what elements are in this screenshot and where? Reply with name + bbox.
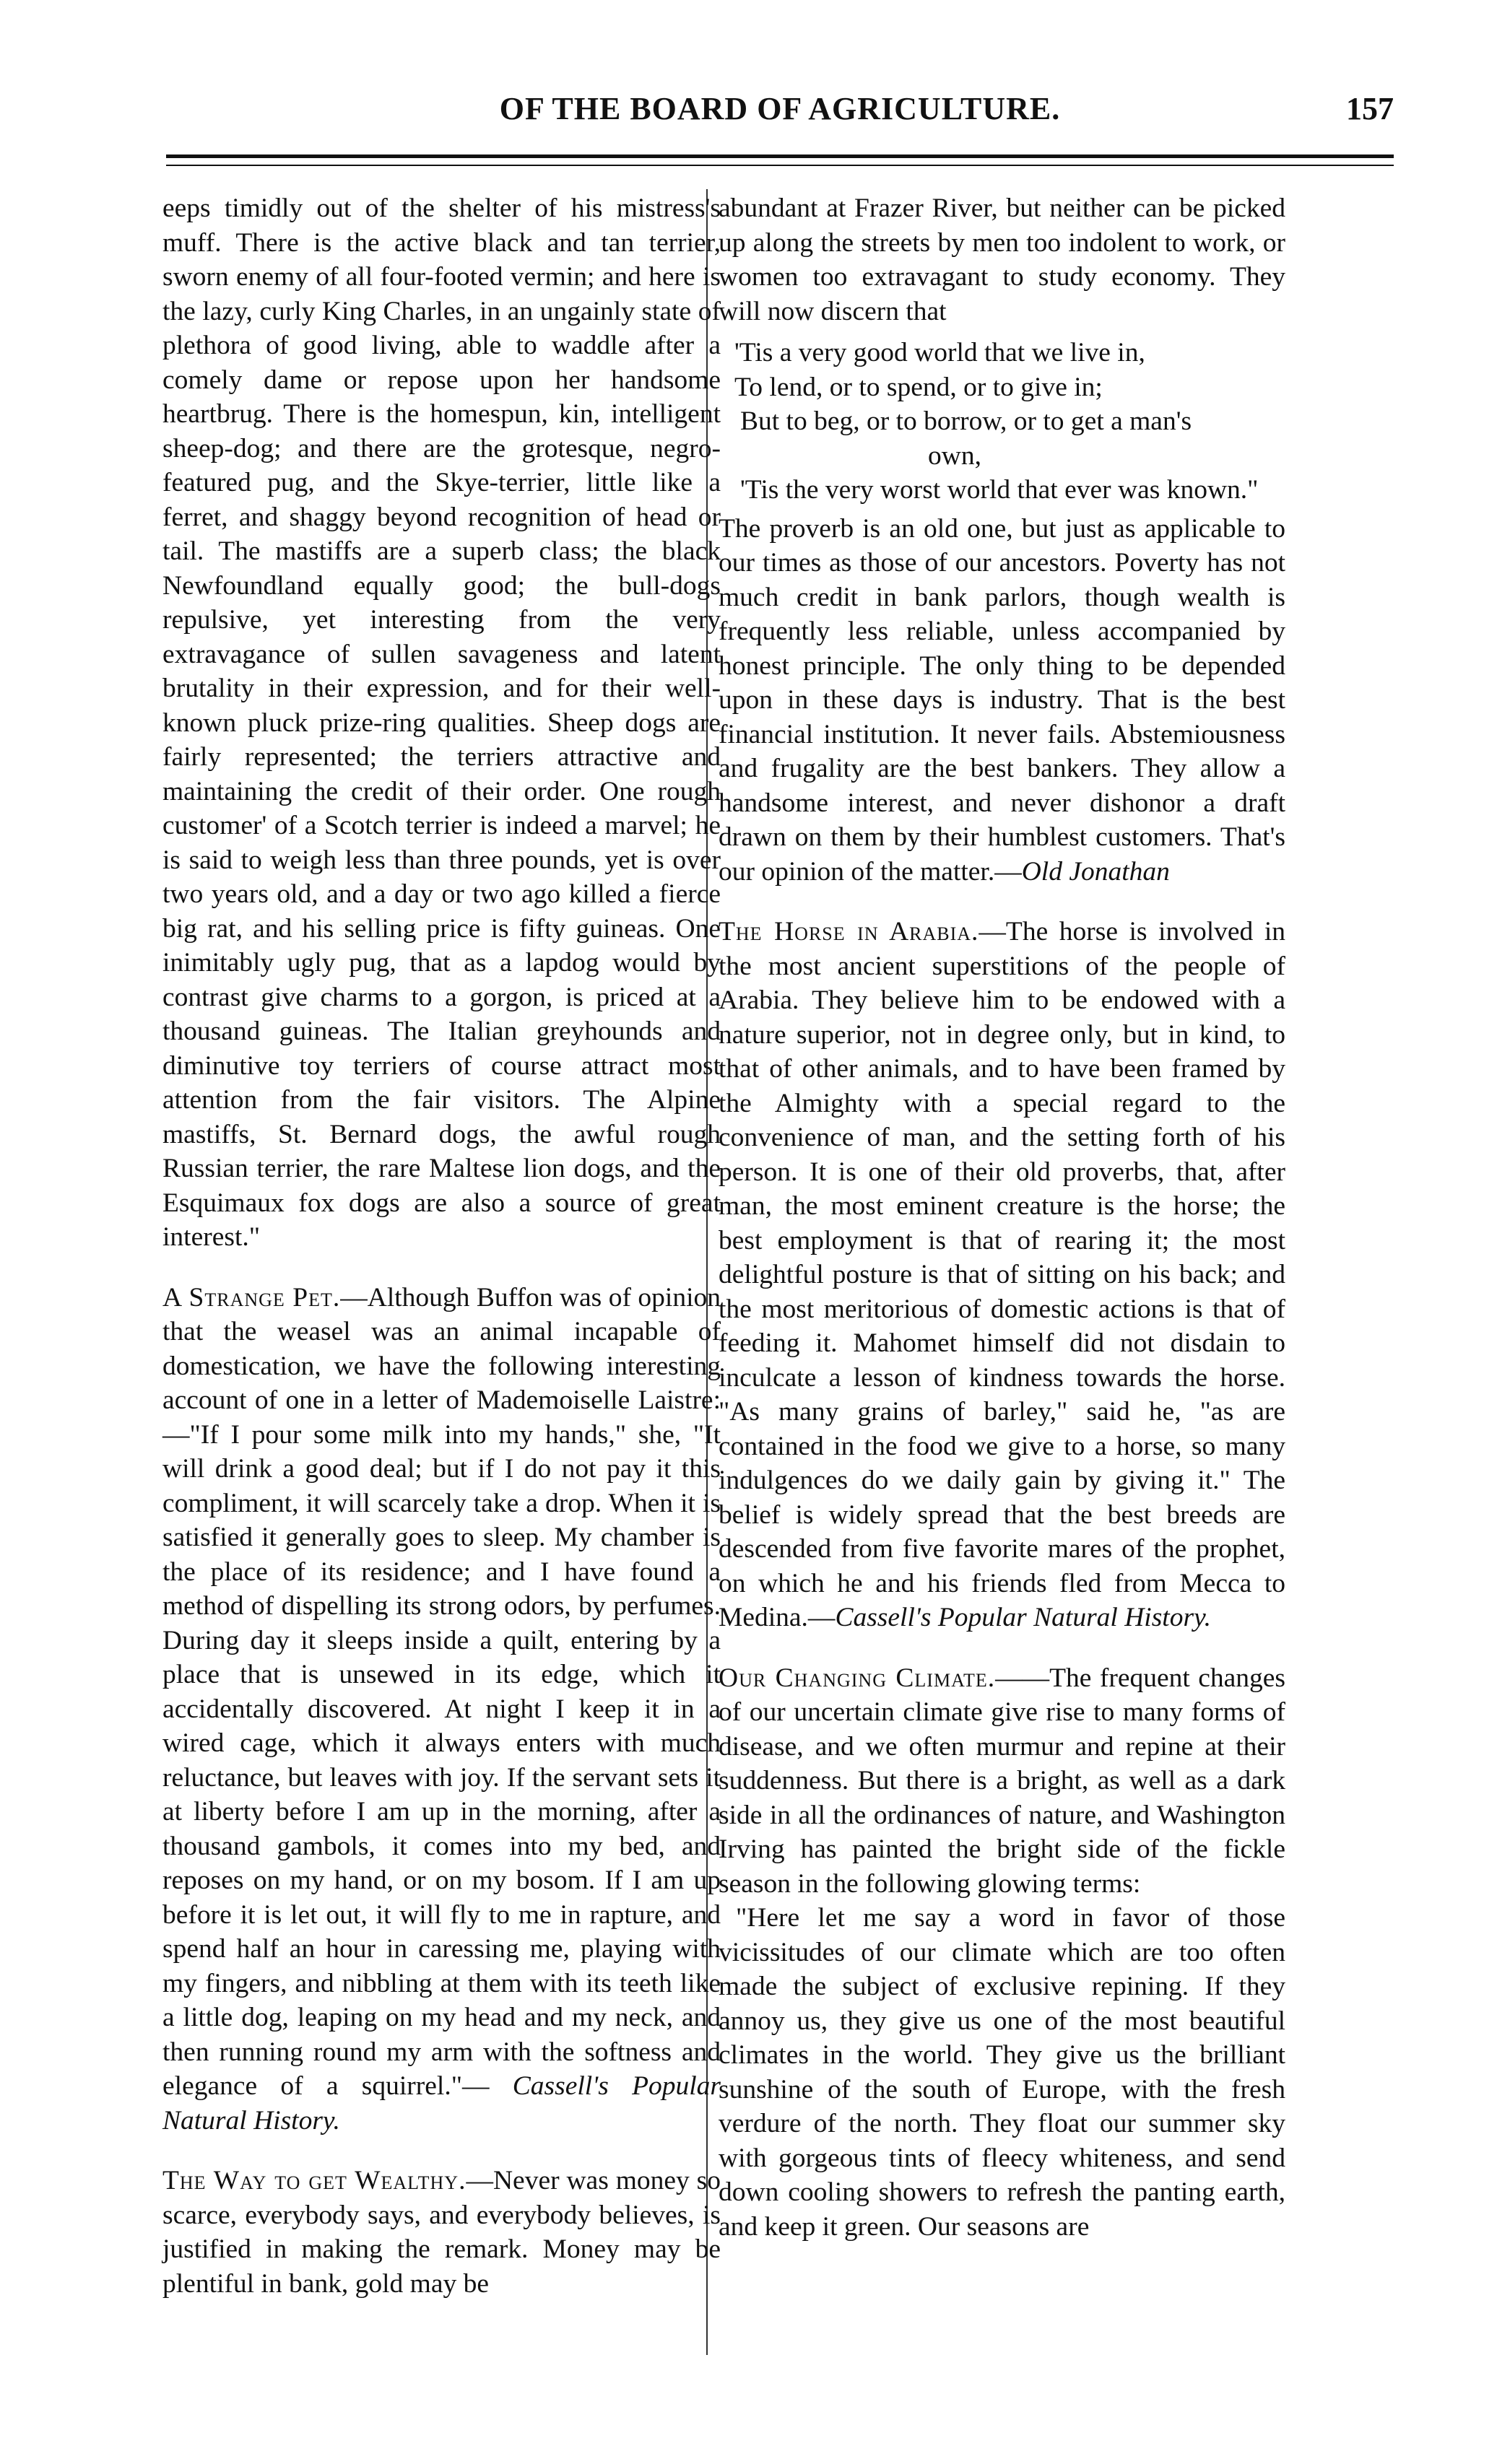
paragraph-gap [719, 889, 1285, 915]
paragraph-gap [162, 2138, 721, 2164]
dogs-article-text: eeps timidly out of the shelter of his mistress's muff. There is the active black and tan terrier, sworn enemy of all four-footed vermin; and here is the lazy, curly King Charles, in an ungainly state of plethora of good living, able to waddle after a comely dame or repose upon her handsome heartbrug. There is the homespun, kin, intelligent sheep-dog; and there are the grotesque, negro-featured pug, and the Skye-terrier, little like a ferret, and shaggy beyond recognition of head or tail. The mastiffs are a superb class; the black Newfoundland equally good; the bull-dogs repulsive, yet interesting from the very extravagance of sullen savageness and latent brutality in their expression, and for their well-known pluck prize-ring qualities. Sheep dogs are fairly represented; the terriers attractive and maintaining the credit of their order. One rough customer' of a Scotch terrier is indeed a marvel; he is said to weigh less than three pounds, yet is over two years old, and a day or two ago killed a fierce big rat, and his selling price is fifty guineas. One inimitably ugly pug, that as a lapdog would by contrast give charms to a gorgon, is priced at a thousand guineas. The Italian greyhounds and diminutive toy terriers of course attract most attention from the fair visitors. The Alpine mastiffs, St. Bernard dogs, the awful rough Russian terrier, the rare Maltese lion dogs, and the Esquimaux fox dogs are also a source of great interest." [162, 193, 721, 1252]
verse-line: To lend, or to spend, or to give in; [734, 372, 1103, 402]
wealthy-continued: abundant at Frazer River, but neither can be picked up along the streets by men too indolent to work, or women too extravagant to study economy. They will now discern that [719, 193, 1285, 326]
verse-line: But to beg, or to borrow, or to get a man's [740, 406, 1192, 436]
horse-source: Cassell's Popular Natural History. [835, 1603, 1212, 1632]
strange-pet-heading: A Strange Pet. [162, 1282, 341, 1312]
header-rule-thick [166, 154, 1394, 158]
irving-quote: "Here let me say a word in favor of those vicissitudes of our climate which are too often made the subject of exclusive repining. If they annoy us, they give us one of the most beautiful climates in the world. They give us the brilliant sunshine of the south of Europe, with the fresh verdure of the north. They float our summer sky with gorgeous tints of fleecy whiteness, and send down cooling showers to refresh the panting earth, and keep it green. Our seasons are [719, 1903, 1285, 2242]
verse-quote [719, 336, 1285, 508]
wealthy-text: —Never was money so scarce, everybody says, and everybody believes, is justified in making the remark. Money may be plentiful in bank, gold may be [162, 2166, 721, 2299]
horse-article [719, 915, 1285, 1635]
running-title: OF THE BOARD OF AGRICULTURE. [499, 91, 1061, 126]
strange-pet-source: Cassell's Popular Natural History. [162, 2071, 721, 2136]
verse-line: 'Tis a very good world that we live in, [734, 338, 1145, 367]
paragraph-gap [719, 1635, 1285, 1661]
climate-text: ——The frequent changes of our uncertain climate give rise to many forms of disease, and we often murmur and repine at their suddenness. But there is a bright, as well as a dark side in all the ordinances of nature, and Washington Irving has painted the bright side of the fickle season in the following glowing terms: [719, 1663, 1285, 1899]
verse-line: 'Tis the very worst world that ever was known." [740, 475, 1259, 505]
wealthy-heading: The Way to get Wealthy. [162, 2166, 467, 2195]
page-number: 157 [1346, 91, 1394, 126]
wealthy-after-verse [719, 512, 1285, 889]
horse-heading: The Horse in Arabia. [719, 917, 979, 946]
strange-pet-text: —Although Buffon was of opinion that the weasel was an animal incapable of domestication, we have the following interesting account of one in a letter of Mademoiselle Laistre:—"If I pour some milk into my hands," she, "It will drink a good deal; but if I do not pay it this compliment, it will scarcely take a drop. When it is satisfied it generally goes to sleep. My chamber is the place of its residence; and I have found a method of dispelling its strong odors, by perfumes. During day it sleeps inside a quilt, entering by a place that is unsewed in its edge, which it accidentally discovered. At night I keep it in a wired cage, which it always enters with much reluctance, but leaves with joy. If the servant sets it at liberty before I am up in the morning, after a thousand gambols, it comes into my bed, and reposes on my hand, or on my bosom. If I am up before it is let out, it will fly to me in rapture, and spend half an hour in caressing me, playing with my fingers, and nibbling at them with its teeth like a little dog, leaping on my head and my neck, and then running round my arm with the softness and elegance of a squirrel."— [162, 1282, 721, 2101]
climate-heading: Our Changing Climate. [719, 1663, 996, 1693]
page-header [166, 90, 1394, 134]
verse-line: own, [928, 440, 981, 471]
horse-text: —The horse is involved in the most ancient superstitions of the people of Arabia. They believe him to be endowed with a nature superior, not in degree only, but in kind, to that of other animals, and to have been framed by the Almighty with a special regard to the convenience of man, and the setting forth of his person. It is one of their old proverbs, that, after man, the most eminent creature is the horse; the best employment is that of rearing it; the most delightful posture is that of sitting on his back; and the most meritorious of domestic actions is that of feeding it. Mahomet himself did not disdain to inculcate a lesson of kindness towards the horse. "As many grains of barley," said he, "as are contained in the food we give to a horse, so many indulgences do we daily gain by giving it." The belief is widely spread that the best breeds are descended from five favorite mares of the prophet, on which he and his friends fled from Mecca to Medina.— [719, 917, 1285, 1632]
strange-pet-article [162, 1281, 721, 2138]
wealthy-after-text: The proverb is an old one, but just as applicable to our times as those of our ancestors. Poverty has not much credit in bank parlors, though wealth is frequently less reliable, unless accompanied by honest principle. The only thing to be depended upon in these days is industry. That is the best financial institution. It never fails. Abstemiousness and frugality are the best bankers. They allow a handsome interest, and never dishonor a draft drawn on them by their humblest customers. That's our opinion of the matter.— [719, 513, 1285, 887]
left-column [162, 191, 721, 2301]
paragraph-gap [162, 1255, 721, 1281]
wealthy-article [162, 2164, 721, 2301]
header-rule-thin [166, 165, 1394, 166]
wealthy-source: Old Jonathan [1021, 856, 1170, 887]
right-column [719, 191, 1285, 2244]
climate-article [719, 1661, 1285, 1902]
